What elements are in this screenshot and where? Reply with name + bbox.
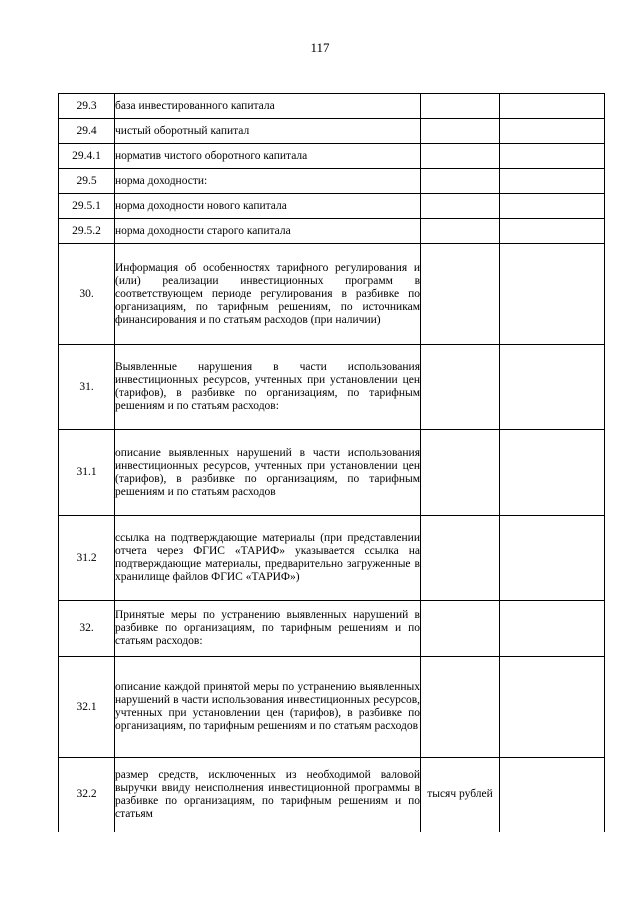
row-value xyxy=(500,758,605,832)
row-value xyxy=(500,244,605,345)
table-row xyxy=(59,144,605,169)
row-number: 30. xyxy=(59,244,115,345)
row-value xyxy=(500,194,605,219)
row-value xyxy=(500,169,605,194)
row-description: ссылка на подтверждающие материалы (при представлении отчета через ФГИС «ТАРИФ» указывается ссылка на подтверждающие материалы, предварительно загруженные в хранилище файлов ФГИС «ТАРИФ») xyxy=(115,516,421,601)
table-row xyxy=(59,601,605,657)
row-description: норма доходности старого капитала xyxy=(115,219,421,244)
row-number: 29.3 xyxy=(59,94,115,119)
row-unit: тысяч рублей xyxy=(421,758,500,832)
row-description: размер средств, исключенных из необходимой валовой выручки ввиду неисполнения инвестиционной программы в разбивке по организациям, по тарифным решениям и по статьям xyxy=(115,758,421,832)
page-number: 117 xyxy=(310,40,330,55)
row-unit xyxy=(421,601,500,657)
row-number: 31.2 xyxy=(59,516,115,601)
row-number: 32.2 xyxy=(59,758,115,832)
row-unit xyxy=(421,219,500,244)
table-row xyxy=(59,345,605,430)
row-unit xyxy=(421,345,500,430)
table-row xyxy=(59,119,605,144)
row-number: 32. xyxy=(59,601,115,657)
row-value xyxy=(500,219,605,244)
row-description: Принятые меры по устранению выявленных нарушений в разбивке по организациям, по тарифным решениям и по статьям расходов: xyxy=(115,601,421,657)
row-value xyxy=(500,516,605,601)
table-row xyxy=(59,219,605,244)
row-description: Выявленные нарушения в части использования инвестиционных ресурсов, учтенных при установлении цен (тарифов), в разбивке по организациям, по тарифным решениям и по статьям расходов: xyxy=(115,345,421,430)
row-value xyxy=(500,657,605,758)
row-value xyxy=(500,119,605,144)
row-description: норма доходности нового капитала xyxy=(115,194,421,219)
table-row xyxy=(59,194,605,219)
row-value xyxy=(500,601,605,657)
row-description: норматив чистого оборотного капитала xyxy=(115,144,421,169)
row-unit xyxy=(421,94,500,119)
row-unit xyxy=(421,144,500,169)
row-value xyxy=(500,94,605,119)
row-value xyxy=(500,144,605,169)
row-number: 32.1 xyxy=(59,657,115,758)
row-description: Информация об особенностях тарифного регулирования и (или) реализации инвестиционных программ в соответствующем периоде регулирования в разбивке по организациям, по тарифным решениям, по источникам финансирования и по статьям расходов (при наличии) xyxy=(115,244,421,345)
row-description: норма доходности: xyxy=(115,169,421,194)
row-number: 31.1 xyxy=(59,430,115,516)
row-number: 29.5.2 xyxy=(59,219,115,244)
row-unit xyxy=(421,119,500,144)
table-row xyxy=(59,657,605,758)
row-value xyxy=(500,345,605,430)
table-row xyxy=(59,244,605,345)
row-unit xyxy=(421,244,500,345)
row-unit xyxy=(421,194,500,219)
row-unit xyxy=(421,169,500,194)
table-row xyxy=(59,169,605,194)
row-number: 29.5 xyxy=(59,169,115,194)
row-description: описание каждой принятой меры по устранению выявленных нарушений в части использования инвестиционных ресурсов, учтенных при установлении цен (тарифов), в разбивке по организациям, по тарифным решениям и по статьям расходов xyxy=(115,657,421,758)
row-number: 29.4.1 xyxy=(59,144,115,169)
row-number: 29.5.1 xyxy=(59,194,115,219)
row-number: 31. xyxy=(59,345,115,430)
row-value xyxy=(500,430,605,516)
row-number: 29.4 xyxy=(59,119,115,144)
row-unit xyxy=(421,657,500,758)
table-row xyxy=(59,516,605,601)
row-unit xyxy=(421,516,500,601)
row-description: описание выявленных нарушений в части использования инвестиционных ресурсов, учтенных при установлении цен (тарифов), в разбивке по организациям, по тарифным решениям и по статьям расходов xyxy=(115,430,421,516)
report-table xyxy=(58,93,605,832)
row-unit xyxy=(421,430,500,516)
table-row xyxy=(59,758,605,832)
table-row xyxy=(59,94,605,119)
table-row xyxy=(59,430,605,516)
row-description: база инвестированного капитала xyxy=(115,94,421,119)
row-description: чистый оборотный капитал xyxy=(115,119,421,144)
